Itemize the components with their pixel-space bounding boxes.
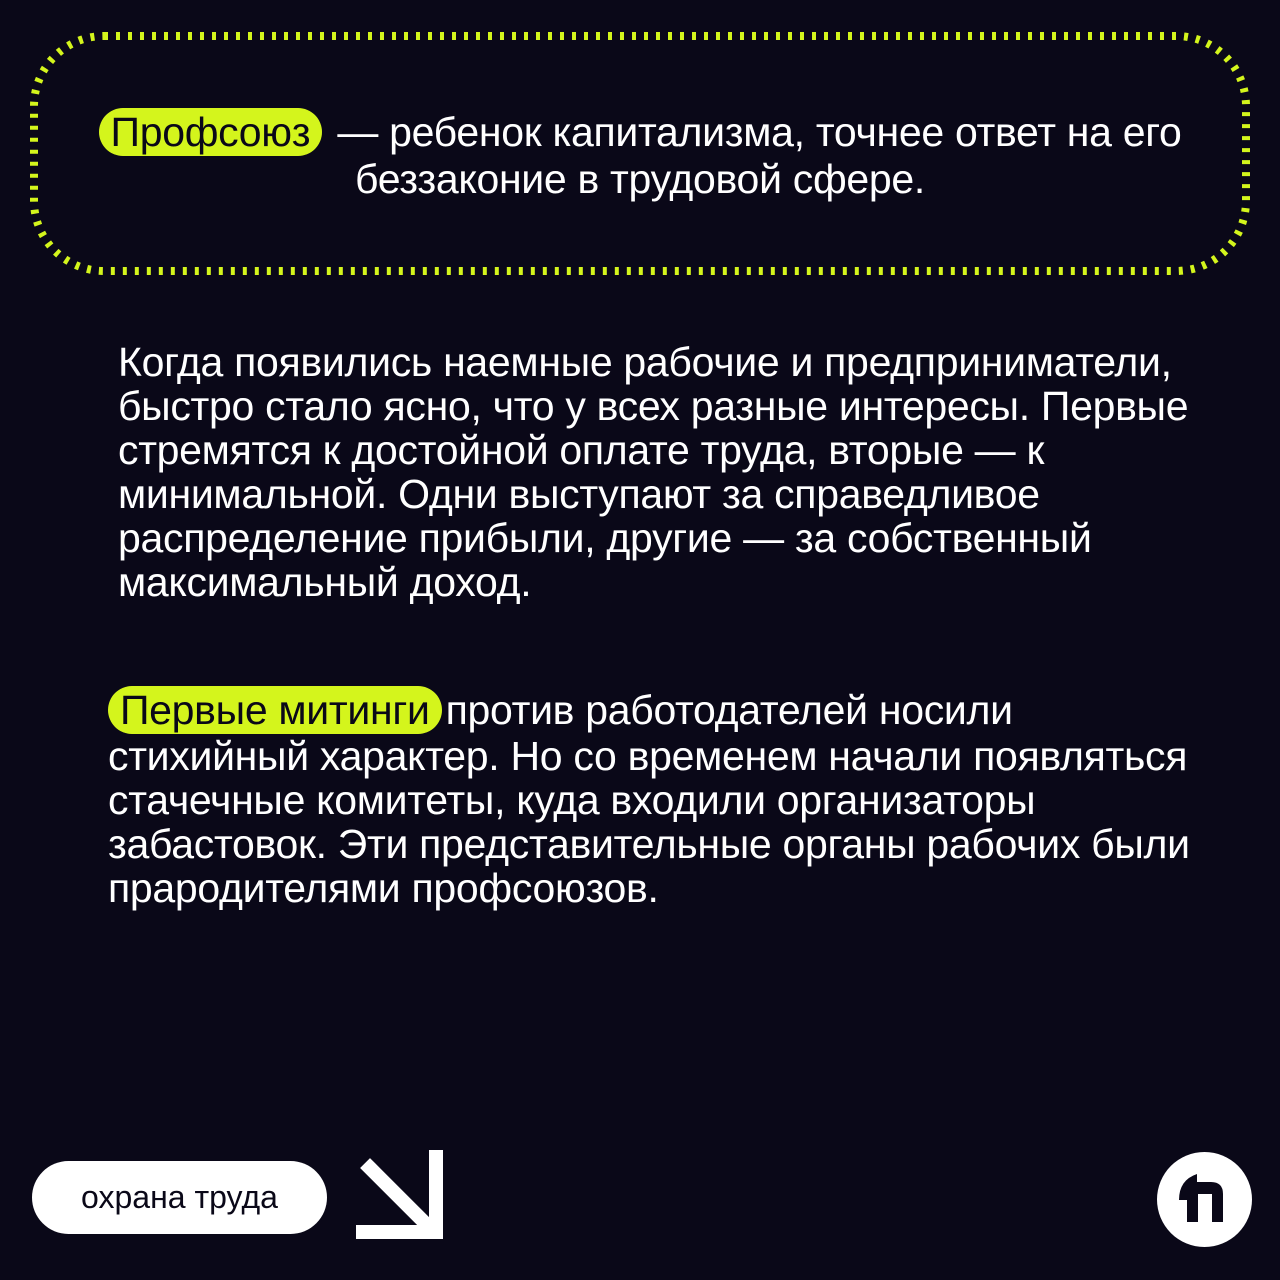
paragraph-first-rallies-text: против работодателей носили стихийный характер. Но со временем начали появляться стачечные комитеты, куда входили организаторы забастовок. Эти представительные органы рабочих были прародителями профсоюзов.: [108, 687, 1190, 911]
highlight-first-rallies: Первые митинги: [108, 686, 442, 734]
intro-text: [60, 108, 1220, 202]
arrow-down-right-icon: [348, 1142, 448, 1242]
p-logo-icon: [1157, 1152, 1252, 1247]
paragraph-interests: Когда появились наемные рабочие и предприниматели, быстро стало ясно, что у всех разные интересы. Первые стремятся к достойной оплате труда, вторые — к минимальной. Одни выступают за справедливое распределение прибыли, другие — за собственный максимальный доход.: [118, 339, 1189, 605]
tag-labor-protection[interactable]: охрана труда: [32, 1161, 327, 1234]
highlight-trade-union: Профсоюз: [99, 108, 323, 156]
intro-sentence: — ребенок капитализма, точнее ответ на его беззаконие в трудовой сфере.: [337, 109, 1182, 202]
paragraph-first-rallies: [108, 686, 1218, 910]
